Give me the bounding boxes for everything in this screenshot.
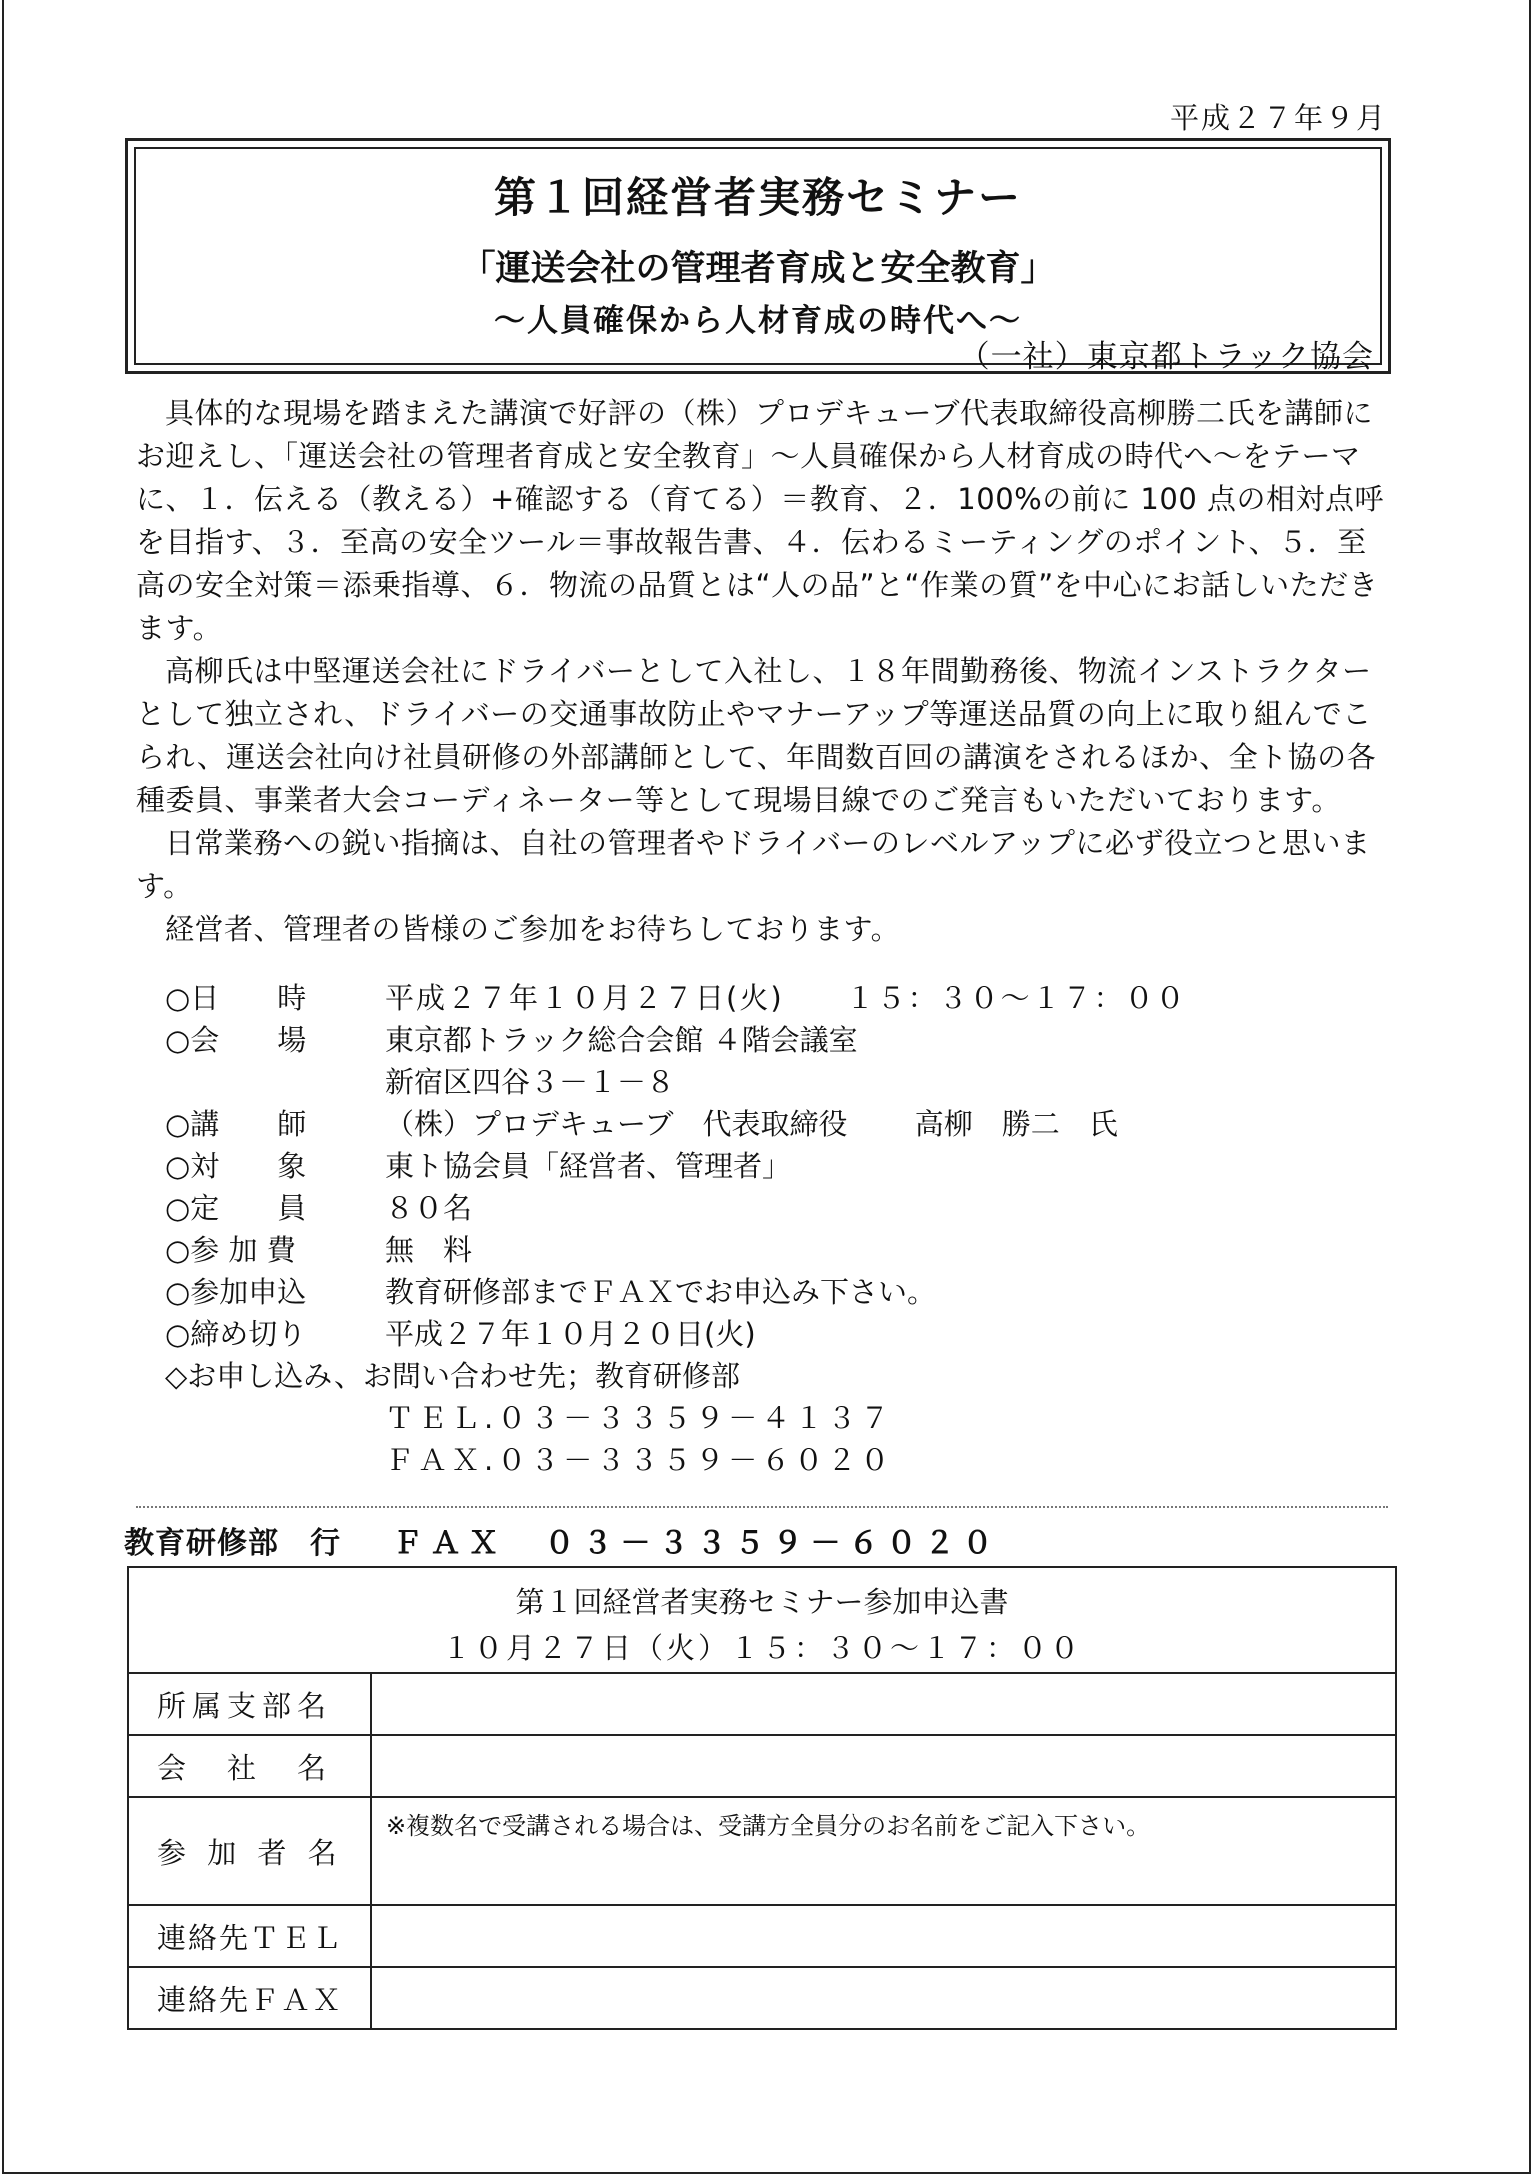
fax-number: ＦＡＸ ０３－３３５９－６０２０: [392, 1526, 1001, 1561]
form-datetime: １０月２７日（火）１５：３０～１７：００: [441, 1631, 1082, 1665]
cut-line: [136, 1506, 1388, 1508]
detail-value: 新宿区四谷３－１－８: [385, 1065, 676, 1099]
form-label: 会 社 名: [129, 1736, 372, 1796]
detail-label: ○締め切り: [165, 1317, 307, 1351]
seminar-title: 第１回経営者実務セミナー: [493, 173, 1022, 222]
fax-field[interactable]: [372, 1968, 1395, 2028]
detail-value: ＦＡＸ.０３－３３５９－６０２０: [385, 1443, 894, 1477]
form-row-fax: [129, 1968, 1395, 2028]
detail-value: 平成２７年１０月２７日(火) １５：３０～１７：００: [385, 981, 1187, 1015]
detail-value: 東ト協会員「経営者、管理者」: [385, 1149, 792, 1183]
form-header: [129, 1568, 1395, 1674]
fax-destination: 教育研修部 行: [124, 1526, 341, 1561]
detail-value: 教育研修部までＦＡＸでお申込み下さい。: [385, 1275, 937, 1309]
title-box: [125, 138, 1391, 374]
branch-field[interactable]: [372, 1674, 1395, 1734]
form-title: 第１回経営者実務セミナー参加申込書: [515, 1585, 1009, 1619]
detail-label: ○定 員: [165, 1191, 307, 1225]
detail-value: 平成２７年１０月２０日(火): [385, 1317, 756, 1351]
organizer: （一社）東京都トラック協会: [958, 339, 1374, 375]
form-label: 連絡先ＴＥＬ: [129, 1906, 372, 1966]
application-form: [127, 1566, 1397, 2030]
detail-value: 無 料: [385, 1233, 473, 1267]
detail-value: （株）プロデキューブ 代表取締役 高柳 勝二 氏: [385, 1107, 1118, 1141]
detail-label: ○参加申込: [165, 1275, 307, 1309]
detail-label: ○会 場: [165, 1023, 307, 1057]
form-row-company: [129, 1736, 1395, 1798]
form-label: 所属支部名: [129, 1674, 372, 1734]
company-field[interactable]: [372, 1736, 1395, 1796]
detail-label: ○参 加 費: [165, 1233, 296, 1267]
fax-heading: [124, 1518, 1000, 1562]
form-label: 参 加 者 名: [129, 1798, 372, 1904]
form-row-participants: [129, 1798, 1395, 1906]
intro-paragraph-3: 日常業務への鋭い指摘は、自社の管理者やドライバーのレベルアップに必ず役立つと思います。: [136, 826, 1371, 903]
detail-label: ◇お申し込み、お問い合わせ先；教育研修部: [165, 1359, 741, 1393]
intro-paragraph-1: 具体的な現場を踏まえた講演で好評の（株）プロデキューブ代表取締役高柳勝二氏を講師にお迎えし、「運送会社の管理者育成と安全教育」～人員確保から人材育成の時代へ～をテーマに、１．伝える（教える）+確認する（育てる）＝教育、２．100%の前に 100 点の相対点呼を目指す、３．至高の安全ツール＝事故報告書、４．伝わるミーティングのポイント、５．至高の安全対策＝添乗指導、６．物流の品質とは“人の品”と“作業の質”を中心にお話しいただきます。: [136, 396, 1384, 645]
intro-paragraph-2: 高柳氏は中堅運送会社にドライバーとして入社し、１８年間勤務後、物流インストラクターとして独立され、ドライバーの交通事故防止やマナーアップ等運送品質の向上に取り組んでこられ、運送会社向け社員研修の外部講師として、年間数百回の講演をされるほか、全ト協の各種委員、事業者大会コーディネーター等として現場目線でのご発言もいただいております。: [136, 654, 1377, 817]
detail-value: ＴＥＬ.０３－３３５９－４１３７: [385, 1401, 894, 1435]
seminar-subtitle: 「運送会社の管理者育成と安全教育」: [460, 249, 1056, 289]
form-row-tel: [129, 1906, 1395, 1968]
detail-value: 東京都トラック総合会館 ４階会議室: [385, 1023, 858, 1057]
participants-field[interactable]: ※複数名で受講される場合は、受講方全員分のお名前をご記入下さい。: [386, 1812, 1151, 1840]
issue-date: 平成２７年９月: [1169, 101, 1387, 135]
seminar-tagline: ～人員確保から人材育成の時代へ～: [494, 303, 1022, 339]
intro-paragraph-4: 経営者、管理者の皆様のご参加をお待ちしております。: [165, 912, 901, 946]
detail-label: ○対 象: [165, 1149, 307, 1183]
detail-label: ○日 時: [165, 981, 307, 1015]
detail-label: ○講 師: [165, 1107, 307, 1141]
detail-value: ８０名: [385, 1191, 473, 1225]
title-box-inner: [134, 147, 1382, 375]
tel-field[interactable]: [372, 1906, 1395, 1966]
intro-text: [136, 392, 1388, 951]
form-row-branch: [129, 1674, 1395, 1736]
form-label: 連絡先ＦＡＸ: [129, 1968, 372, 2028]
